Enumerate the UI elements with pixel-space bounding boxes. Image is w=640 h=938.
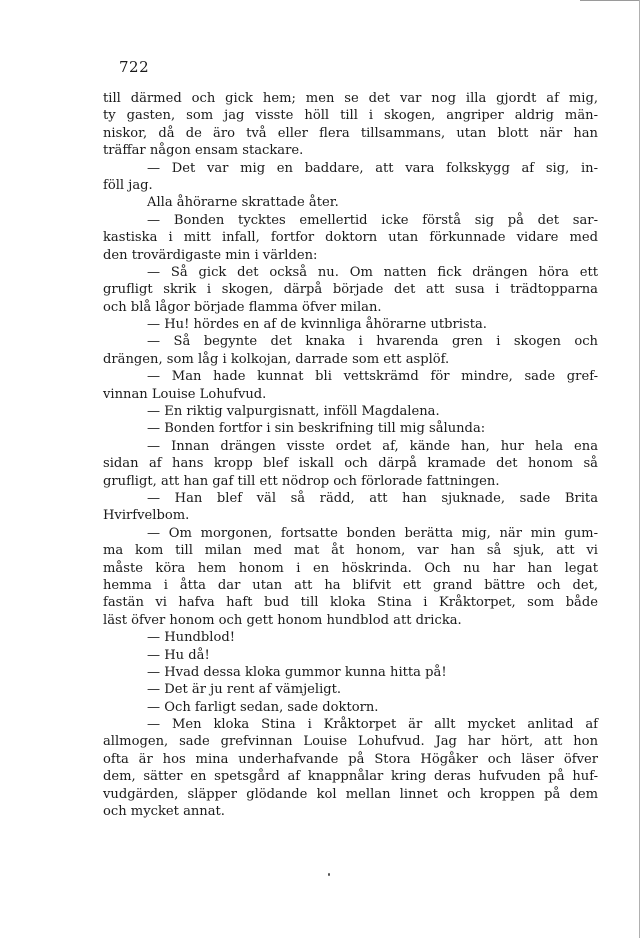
text-line: vudgärden, släpper glödande kol mellan linnet och kroppen på dem <box>103 786 598 802</box>
body-text <box>103 90 598 820</box>
text-line: — Hvad dessa kloka gummor kunna hitta på! <box>147 664 447 680</box>
text-line: Alla åhörarne skrattade åter. <box>147 195 339 211</box>
text-line: drängen, som låg i kolkojan, darrade som ett asplöf. <box>103 351 450 367</box>
text-line: fastän vi hafva haft bud till kloka Stina i Kråktorpet, som både <box>103 595 598 611</box>
text-line: kastiska i mitt infall, fortfor doktorn utan förkunnade vidare med <box>103 230 598 246</box>
text-line: — Hu då! <box>147 647 210 663</box>
text-line: — Men kloka Stina i Kråktorpet är allt mycket anlitad af <box>147 717 598 733</box>
text-line: hemma i åtta dar utan att ha blifvit ett grand bättre och det, <box>103 577 598 593</box>
ink-speck <box>328 873 330 876</box>
text-line: vinnan Louise Lohufvud. <box>103 386 267 402</box>
text-line: — En riktig valpurgisnatt, inföll Magdalena. <box>147 404 440 420</box>
text-line: niskor, då de äro två eller flera tillsammans, utan blott när han <box>103 125 598 141</box>
text-line: — Hu! hördes en af de kvinnliga åhörarne utbrista. <box>147 317 487 333</box>
text-line: — Om morgonen, fortsatte bonden berätta mig, när min gum- <box>147 525 598 541</box>
text-line: — Så gick det också nu. Om natten fick drängen höra ett <box>147 264 598 280</box>
text-line: den trovärdigaste min i världen: <box>103 247 318 263</box>
text-line: ty gasten, som jag visste höll till i skogen, angriper aldrig män- <box>103 108 598 124</box>
text-line: grufligt, att han gaf till ett nödrop och förlorade fattningen. <box>103 473 500 489</box>
text-line: — Det är ju rent af vämjeligt. <box>147 682 342 698</box>
text-line: och blå lågor började flamma öfver milan. <box>103 299 382 315</box>
text-line: — Hundblod! <box>147 630 236 646</box>
text-line: — Det var mig en baddare, att vara folkskygg af sig, in- <box>147 160 598 176</box>
text-line: — Man hade kunnat bli vettskrämd för mindre, sade gref- <box>147 369 598 385</box>
text-line: — Bonden tycktes emellertid icke förstå sig på det sar- <box>147 212 598 228</box>
text-line: ofta är hos mina underhafvande på Stora Högåker och läser öfver <box>103 751 598 767</box>
text-line: läst öfver honom och gett honom hundblod att dricka. <box>103 612 462 628</box>
text-line: sidan af hans kropp blef iskall och därpå kramade det honom så <box>103 456 598 472</box>
text-line: — Så begynte det knaka i hvarenda gren i skogen och <box>147 334 598 350</box>
text-line: och mycket annat. <box>103 804 225 820</box>
text-line: föll jag. <box>103 177 153 193</box>
page-edge-top <box>580 0 640 1</box>
text-line: — Innan drängen visste ordet af, kände han, hur hela ena <box>147 438 598 454</box>
text-line: allmogen, sade grefvinnan Louise Lohufvud. Jag har hört, att hon <box>103 734 598 750</box>
text-line: grufligt skrik i skogen, därpå började det att susa i trädtopparna <box>103 282 598 298</box>
text-line: måste köra hem honom i en höskrinda. Och nu har han legat <box>103 560 598 576</box>
text-line: — Bonden fortfor i sin beskrifning till mig sålunda: <box>147 421 486 437</box>
text-line: Hvirfvelbom. <box>103 508 190 524</box>
text-line: dem, sätter en spetsgård af knappnålar kring deras hufvuden på huf- <box>103 769 598 785</box>
text-line: — Han blef väl så rädd, att han sjuknade, sade Brita <box>147 490 598 506</box>
text-line: ma kom till milan med mat åt honom, var han så sjuk, att vi <box>103 543 598 559</box>
page-number: 722 <box>119 58 150 76</box>
text-line: träffar någon ensam stackare. <box>103 143 304 159</box>
text-line: — Och farligt sedan, sade doktorn. <box>147 699 379 715</box>
text-line: till därmed och gick hem; men se det var nog illa gjordt af mig, <box>103 91 598 106</box>
